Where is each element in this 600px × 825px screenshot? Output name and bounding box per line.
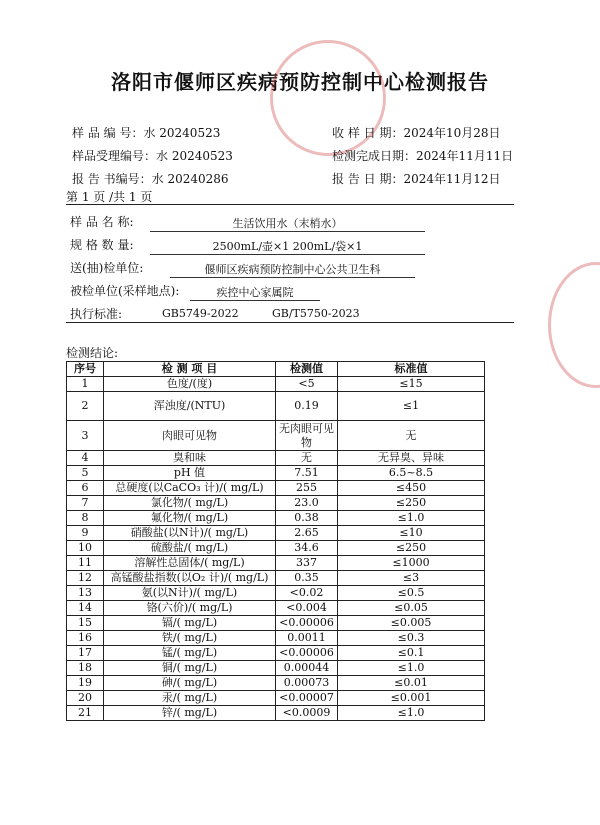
- cell-item: 氯化物/( mg/L): [104, 496, 276, 511]
- cell-value: 255: [276, 481, 338, 496]
- cell-standard: ≤1.0: [338, 661, 485, 676]
- cell-value: <0.00006: [276, 616, 338, 631]
- sample-no-label: 样 品 编 号：: [72, 126, 144, 140]
- cell-standard: ≤1: [338, 392, 485, 421]
- cell-item: 铜/( mg/L): [104, 661, 276, 676]
- cell-item: 镉/( mg/L): [104, 616, 276, 631]
- cell-standard: 6.5~8.5: [338, 466, 485, 481]
- table-row: [67, 631, 485, 646]
- cell-standard: ≤0.3: [338, 631, 485, 646]
- header-cell-standard: 标准值: [338, 362, 485, 377]
- cell-no: 13: [67, 586, 104, 601]
- cell-value: 34.6: [276, 541, 338, 556]
- cell-value: 0.19: [276, 392, 338, 421]
- table-row: [67, 616, 485, 631]
- finish-date-row: [332, 147, 513, 164]
- cell-standard: 无: [338, 421, 485, 451]
- sample-no: 水 20240523: [143, 126, 221, 140]
- cell-value: <0.004: [276, 601, 338, 616]
- standard-2: GB/T5750-2023: [272, 307, 360, 320]
- cell-value: <0.02: [276, 586, 338, 601]
- sender-underline: [170, 277, 415, 278]
- cell-no: 7: [67, 496, 104, 511]
- cell-no: 4: [67, 451, 104, 466]
- cell-item: 溶解性总固体/( mg/L): [104, 556, 276, 571]
- cell-standard: ≤0.001: [338, 691, 485, 706]
- cell-item: 硝酸盐(以N计)/( mg/L): [104, 526, 276, 541]
- cell-item: 砷/( mg/L): [104, 676, 276, 691]
- cell-value: <0.00007: [276, 691, 338, 706]
- cell-value: <0.00006: [276, 646, 338, 661]
- table-row: [67, 421, 485, 451]
- cell-item: 汞/( mg/L): [104, 691, 276, 706]
- cell-standard: ≤15: [338, 377, 485, 392]
- cell-no: 15: [67, 616, 104, 631]
- finish-date: 2024年11月11日: [416, 149, 514, 163]
- cell-standard: ≤250: [338, 496, 485, 511]
- cell-no: 14: [67, 601, 104, 616]
- cell-standard: ≤450: [338, 481, 485, 496]
- table-row: [67, 586, 485, 601]
- cell-no: 19: [67, 676, 104, 691]
- sample-name-value: 生活饮用水（末梢水）: [232, 217, 343, 230]
- table-row: [67, 377, 485, 392]
- table-row: [67, 526, 485, 541]
- cell-no: 3: [67, 421, 104, 451]
- sample-name-label: 样 品 名 称:: [70, 215, 134, 229]
- cell-standard: ≤250: [338, 541, 485, 556]
- cell-no: 12: [67, 571, 104, 586]
- cell-standard: ≤0.005: [338, 616, 485, 631]
- cell-value: 23.0: [276, 496, 338, 511]
- results-table: [66, 361, 485, 721]
- table-row: [67, 511, 485, 526]
- cell-item: pH 值: [104, 466, 276, 481]
- table-row: [67, 541, 485, 556]
- cell-no: 21: [67, 706, 104, 721]
- receive-date-label: 收 样 日 期：: [332, 126, 404, 140]
- cell-value: 0.38: [276, 511, 338, 526]
- finish-date-label: 检测完成日期：: [332, 149, 417, 163]
- report-no-label: 报 告 书编号：: [72, 172, 152, 186]
- cell-item: 浑浊度/(NTU): [104, 392, 276, 421]
- table-row: [67, 601, 485, 616]
- header-cell-no: 序号: [67, 362, 104, 377]
- cell-standard: ≤0.01: [338, 676, 485, 691]
- table-row: [67, 481, 485, 496]
- cell-item: 臭和味: [104, 451, 276, 466]
- conclusion-label: 检测结论:: [66, 346, 119, 360]
- table-row: [67, 556, 485, 571]
- cell-no: 1: [67, 377, 104, 392]
- cell-item: 铬(六价)/( mg/L): [104, 601, 276, 616]
- table-row: [67, 496, 485, 511]
- header-rule: [66, 204, 514, 205]
- cell-value: 337: [276, 556, 338, 571]
- sample-no-row: [72, 124, 220, 141]
- inspected-label: 被检单位(采样地点):: [70, 284, 180, 298]
- cell-value: 2.65: [276, 526, 338, 541]
- table-row: [67, 466, 485, 481]
- report-title: 洛阳市偃师区疾病预防控制中心检测报告: [111, 70, 489, 94]
- cell-item: 硫酸盐/( mg/L): [104, 541, 276, 556]
- cell-item: 锰/( mg/L): [104, 646, 276, 661]
- report-no: 水 20240286: [151, 172, 229, 186]
- header-cell-item: 检 测 项 目: [104, 362, 276, 377]
- table-header-row: [67, 362, 485, 377]
- spec-underline: [150, 254, 425, 255]
- cell-standard: ≤10: [338, 526, 485, 541]
- standard-1: GB5749-2022: [162, 307, 239, 320]
- cell-value: 7.51: [276, 466, 338, 481]
- cell-item: 氟化物/( mg/L): [104, 511, 276, 526]
- cell-standard: ≤3: [338, 571, 485, 586]
- cell-no: 2: [67, 392, 104, 421]
- header-cell-value: 检测值: [276, 362, 338, 377]
- cell-item: 色度/(度): [104, 377, 276, 392]
- cell-no: 6: [67, 481, 104, 496]
- inspected-value: 疾控中心家属院: [216, 286, 294, 299]
- cell-no: 16: [67, 631, 104, 646]
- spec-label: 规 格 数 量:: [70, 238, 134, 252]
- table-row: [67, 676, 485, 691]
- cell-no: 20: [67, 691, 104, 706]
- cell-value: <5: [276, 377, 338, 392]
- cell-standard: ≤1.0: [338, 706, 485, 721]
- table-row: [67, 691, 485, 706]
- cell-value: 无: [276, 451, 338, 466]
- table-row: [67, 571, 485, 586]
- cell-item: 氨(以N计)/( mg/L): [104, 586, 276, 601]
- report-date-label: 报 告 日 期：: [332, 172, 404, 186]
- sample-name-underline: [150, 231, 425, 232]
- cell-standard: ≤1000: [338, 556, 485, 571]
- cell-standard: ≤0.1: [338, 646, 485, 661]
- cell-no: 5: [67, 466, 104, 481]
- table-row: [67, 392, 485, 421]
- cell-value: 0.35: [276, 571, 338, 586]
- table-row: [67, 451, 485, 466]
- inspection-seal-side: [548, 262, 600, 388]
- accept-no-row: [72, 147, 233, 164]
- sender-label: 送(抽)检单位:: [70, 261, 144, 275]
- cell-no: 9: [67, 526, 104, 541]
- cell-value: 0.00073: [276, 676, 338, 691]
- page-number: 第 1 页 /共 1 页: [66, 190, 153, 204]
- accept-no-label: 样品受理编号：: [72, 149, 157, 163]
- standard-rule: [66, 322, 514, 323]
- report-no-row: [72, 170, 229, 187]
- cell-standard: ≤0.5: [338, 586, 485, 601]
- table-row: [67, 646, 485, 661]
- report-date: 2024年11月12日: [403, 172, 501, 186]
- table-row: [67, 661, 485, 676]
- accept-no: 水 20240523: [156, 149, 233, 163]
- cell-value: 0.0011: [276, 631, 338, 646]
- cell-no: 11: [67, 556, 104, 571]
- receive-date-row: [332, 124, 501, 141]
- cell-item: 总硬度(以CaCO₃ 计)/( mg/L): [104, 481, 276, 496]
- cell-standard: ≤1.0: [338, 511, 485, 526]
- cell-item: 锌/( mg/L): [104, 706, 276, 721]
- results-table-body: [67, 362, 485, 721]
- cell-no: 8: [67, 511, 104, 526]
- cell-no: 10: [67, 541, 104, 556]
- cell-standard: ≤0.05: [338, 601, 485, 616]
- sender-value: 偃师区疾病预防控制中心公共卫生科: [204, 263, 381, 276]
- receive-date: 2024年10月28日: [403, 126, 501, 140]
- report-date-row: [332, 170, 501, 187]
- cell-item: 铁/( mg/L): [104, 631, 276, 646]
- cell-value: 无肉眼可见物: [276, 421, 338, 451]
- cell-value: 0.00044: [276, 661, 338, 676]
- cell-no: 18: [67, 661, 104, 676]
- spec-value: 2500mL/壶×1 200mL/袋×1: [212, 240, 363, 253]
- cell-item: 肉眼可见物: [104, 421, 276, 451]
- cell-item: 高锰酸盐指数(以O₂ 计)/( mg/L): [104, 571, 276, 586]
- inspected-underline: [190, 300, 320, 301]
- standard-label: 执行标准:: [70, 307, 123, 321]
- cell-value: <0.0009: [276, 706, 338, 721]
- cell-standard: 无异臭、异味: [338, 451, 485, 466]
- table-row: [67, 706, 485, 721]
- cell-no: 17: [67, 646, 104, 661]
